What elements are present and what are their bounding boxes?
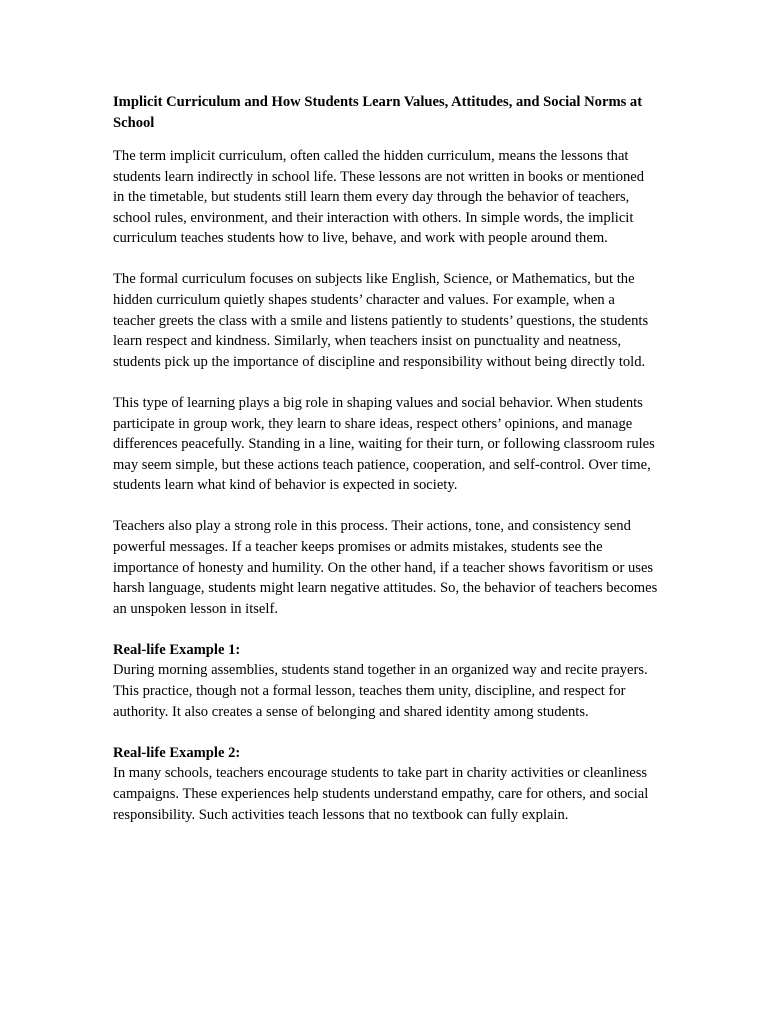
document-title: Implicit Curriculum and How Students Learn Values, Attitudes, and Social Norms at School: [113, 94, 643, 131]
paragraph-teacher-role: Teachers also play a strong role in this process. Their actions, tone, and consistency send powerful messages. If a teacher keeps promises or admits mistakes, students see the importance of honesty and humility. On the other hand, if a teacher shows favoritism or uses harsh language, students might learn negative attitudes. So, the behavior of teachers becomes an unspoken lesson in itself.: [113, 518, 658, 617]
example-2-heading: Real-life Example 2:: [113, 744, 241, 761]
paragraph-hidden-curriculum-definition: The term implicit curriculum, often called the hidden curriculum, means the lessons that students learn indirectly in school life. These lessons are not written in books or mentioned in the timetable, but students still learn them every day through the behavior of teachers, school rules, environment, and their interaction with others. In simple words, the implicit curriculum teaches students how to live, behave, and work with people around them.: [113, 148, 645, 247]
example-2-body: In many schools, teachers encourage students to take part in charity activities or cleanliness campaigns. These experiences help students understand empathy, care for others, and social responsibility. Such activities teach lessons that no textbook can fully explain.: [113, 765, 649, 823]
paragraph-formal-vs-hidden: The formal curriculum focuses on subjects like English, Science, or Mathematics, but the hidden curriculum quietly shapes students’ character and values. For example, when a teacher greets the class with a smile and listens patiently to students’ questions, the students learn respect and kindness. Similarly, when teachers insist on punctuality and neatness, students pick up the importance of discipline and responsibility without being directly told.: [113, 271, 649, 370]
paragraph-values-social-behavior: This type of learning plays a big role in shaping values and social behavior. When students participate in group work, they learn to share ideas, respect others’ opinions, and manage differences peacefully. Standing in a line, waiting for their turn, or following classroom rules may seem simple, but these actions teach patience, cooperation, and self-control. Over time, students learn what kind of behavior is expected in society.: [113, 394, 655, 494]
document-page: [113, 92, 658, 846]
example-1-heading: Real-life Example 1:: [113, 641, 241, 658]
example-1-body: During morning assemblies, students stand together in an organized way and recite prayers. This practice, though not a formal lesson, teaches them unity, discipline, and respect for authority. It also creates a sense of belonging and shared identity among students.: [113, 662, 648, 720]
